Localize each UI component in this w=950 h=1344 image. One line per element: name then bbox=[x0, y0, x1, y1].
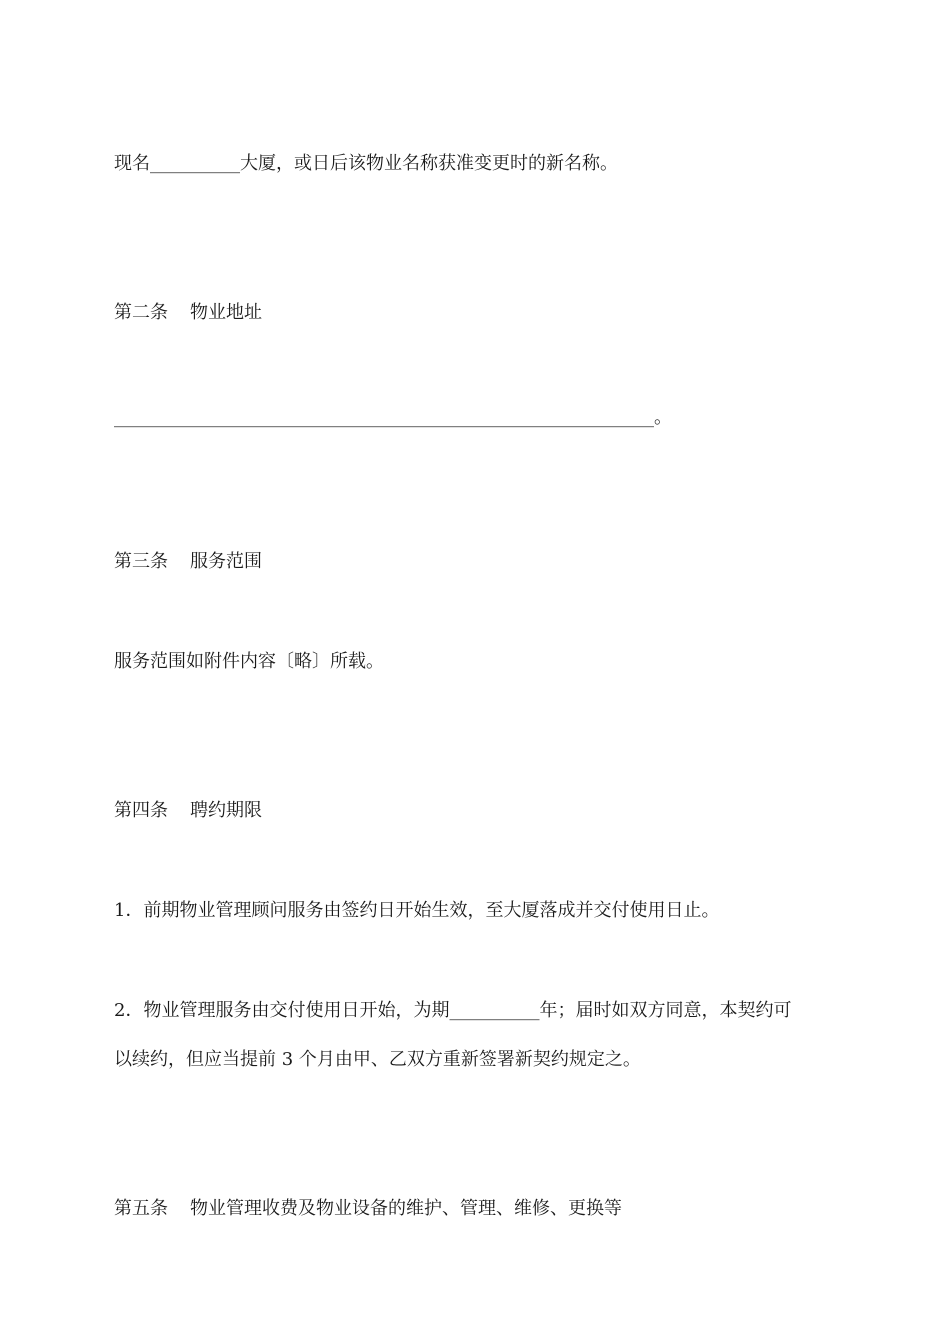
article-2-title: 物业地址 bbox=[190, 302, 262, 323]
address-blank-line: ____________________________________________________________。 bbox=[114, 407, 672, 428]
article-5-heading bbox=[114, 1197, 622, 1221]
article-3-number: 第三条 bbox=[114, 551, 168, 572]
article-5-number: 第五条 bbox=[114, 1198, 168, 1219]
article-4-title: 聘约期限 bbox=[190, 800, 262, 821]
article-3-text: 服务范围如附件内容〔略〕所载。 bbox=[114, 651, 384, 672]
article-3-title: 服务范围 bbox=[190, 551, 262, 572]
article-4-item-2-line-2: 以续约，但应当提前 3 个月由甲、乙双方重新签署新契约规定之。 bbox=[114, 1049, 641, 1070]
article-2-number: 第二条 bbox=[114, 302, 168, 323]
article-5-title: 物业管理收费及物业设备的维护、管理、维修、更换等 bbox=[190, 1198, 622, 1219]
article-3-heading bbox=[114, 550, 262, 574]
article-2-heading bbox=[114, 301, 262, 325]
article-4-number: 第四条 bbox=[114, 800, 168, 821]
article-4-item-2-line-1: 2．物业管理服务由交付使用日开始，为期__________年；届时如双方同意，本契约可 bbox=[114, 1000, 792, 1021]
article-4-heading bbox=[114, 799, 262, 823]
building-name-paragraph: 现名__________大厦，或日后该物业名称获准变更时的新名称。 bbox=[114, 153, 618, 174]
article-4-item-1: 1．前期物业管理顾问服务由签约日开始生效，至大厦落成并交付使用日止。 bbox=[114, 900, 720, 921]
